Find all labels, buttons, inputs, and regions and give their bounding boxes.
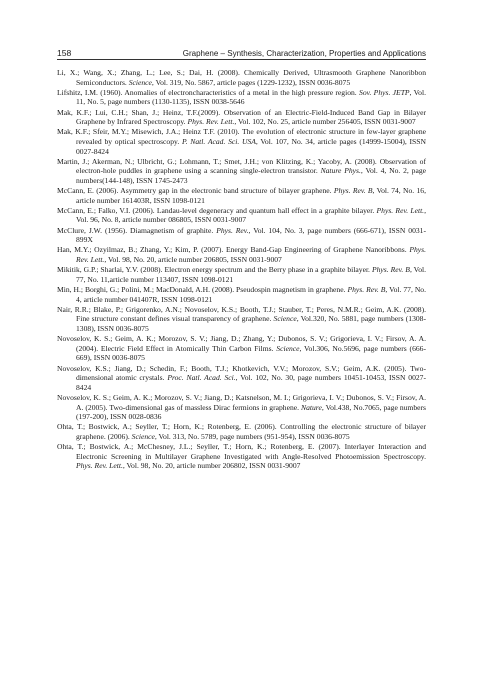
reference-text: Mikitik, G.P.; Sharlai, Y.V. (2008). Electron energy spectrum and the Berry phase in a graphite bilayer. <box>57 265 372 275</box>
reference-list <box>57 68 426 471</box>
journal-name: Science <box>276 343 300 353</box>
reference-details: , Vol. 4, No. 2, page numbers(144-148), ISSN 1745-2473 <box>76 166 426 185</box>
reference-text: Martin, J.; Akerman, N.; Ulbricht, G.; Lohmann, T.; Smet, J.H.; von Klitzing, K.; Yacoby, A. (2008). Observation of electron-hole puddles in graphene using a scanning single-electron transistor. <box>57 156 426 176</box>
reference-text: Min, H.; Borghi, G.; Polini, M.; MacDonald, A.H. (2008). Pseudospin magnetism in graphene. <box>57 285 348 294</box>
reference-text: Novoselov, K.S.; Jiang, D.; Schedin, F.; Booth, T.J.; Khotkevich, V.V.; Morozov, S.V.; Geim, A.K. (2005). Two-dimensional atomic crystals. <box>57 363 426 383</box>
reference-details: , Vol. 102, No. 25, article number 256405, ISSN 0031-9007 <box>234 117 416 127</box>
reference-details: , Vol. 319, No. 5867, article pages (1229-1232), ISSN 0036-8075 <box>151 77 351 87</box>
reference-details: , Vol. 98, No. 20, article number 206805, ISSN 0031-9007 <box>104 255 282 265</box>
reference-entry <box>57 442 426 471</box>
reference-text: Novoselov, K. S.; Geim, A. K.; Morozov, S. V.; Jiang, D.; Zhang, Y.; Dubonos, S. V.; Grigorieva, I. V.; Firsov, A. A. (2004). Electric Field Effect in Atomically Thin Carbon Films. <box>57 334 426 353</box>
reference-text: Ohta, T.; Bostwick, A.; McChesney, J.L.; Seyller, T.; Horn, K.; Rotenberg, E. (2007). Interlayer Interaction and Electronic Screening in Multilayer Graphene Investigated with Angle-Resolved Photoemission Spectroscopy. <box>57 442 426 461</box>
journal-name: Phys. Rev. <box>216 225 249 235</box>
reference-details: , Vol. 77, No. 4, article number 041407R, ISSN 1098-0121 <box>76 285 427 304</box>
reference-details: , Vol. 77, No. 11,article number 113407, ISSN 1098-0121 <box>76 265 426 284</box>
page-header <box>57 44 426 58</box>
reference-entry <box>57 393 426 422</box>
reference-details: , Vol.438, No.7065, page numbers (197-200), ISSN 0028-0836 <box>76 402 426 422</box>
journal-name: Phys. Rev. Lett. <box>187 117 235 127</box>
reference-text: Novoselov, K. S.; Geim, A. K.; Morozov, S. V.; Jiang, D.; Katsnelson, M. I.; Grigorieva, I. V.; Dubonos, S. V.; Firsov, A. A. (2005). Two-dimensional gas of massless Dirac fermions in graphene. <box>57 392 426 412</box>
header-rule <box>57 59 426 60</box>
reference-entry <box>57 245 426 264</box>
reference-details: , Vol. 104, No. 3, page numbers (666-671), ISSN 0031-899X <box>76 225 427 245</box>
journal-name: Phys. Rev. Lett. <box>76 245 426 265</box>
journal-name: Science <box>273 314 297 324</box>
reference-text: McCann, E. (2006). Asymmetry gap in the electronic band structure of bilayer graphene. <box>57 186 334 196</box>
page-number: 158 <box>57 48 72 58</box>
journal-name: Science <box>131 431 155 441</box>
reference-details: , Vol.320, No. 5881, page numbers (1308-1308), ISSN 0036-8075 <box>76 314 426 333</box>
reference-details: , Vol. 74, No. 16, article number 161403R, ISSN 1098-0121 <box>76 186 427 205</box>
reference-text: Lifshitz, I.M. (1960). Anomalies of electroncharacteristics of a metal in the high pressure region. <box>57 87 360 97</box>
reference-entry <box>57 265 426 284</box>
journal-name: Nature <box>301 402 322 412</box>
journal-name: Science <box>128 77 152 87</box>
journal-name: P. Natl. Acad. Sci. USA <box>181 136 256 146</box>
reference-details: , Vol. 102, No. 30, page numbers 10451-10453, ISSN 0027-8424 <box>76 373 426 392</box>
reference-details: , Vol. 313, No. 5789, page numbers (951-954), ISSN 0036-8075 <box>154 431 350 441</box>
reference-details: , Vol. 11, No. 5, page numbers (1130-1135), ISSN 0038-5646 <box>76 87 426 107</box>
reference-entry <box>57 127 426 156</box>
reference-entry <box>57 186 426 205</box>
reference-entry <box>57 422 426 441</box>
reference-entry <box>57 68 426 87</box>
reference-text: McCann, E.; Falko, V.I. (2006). Landau-level degeneracy and quantum hall effect in a graphite bilayer. <box>57 205 377 215</box>
journal-name: Proc. Natl. Acad. Sci. <box>167 373 236 383</box>
reference-text: Li, X.; Wang, X.; Zhang, L.; Lee, S.; Dai, H. (2008). Chemically Derived, Ultrasmooth Graphene Nanoribbon Semiconductors. <box>57 68 426 87</box>
reference-text: Mak, K.F.; Sfeir, M.Y.; Misewich, J.A.; Heinz T.F. (2010). The evolution of electronic structure in few-layer graphene revealed by optical spectroscopy. <box>57 127 426 146</box>
reference-entry <box>57 285 426 304</box>
journal-name: Sov. Phys. JETP <box>359 87 410 97</box>
reference-text: Ohta, T.; Bostwick, A.; Seyller, T.; Horn, K.; Rotenberg, E. (2006). Controlling the electronic structure of bilayer graphene. (2006). <box>57 422 426 441</box>
reference-details: , Vol.306, No.5696, page numbers (666-669), ISSN 0036-8075 <box>76 343 426 363</box>
reference-entry <box>57 226 426 245</box>
reference-entry <box>57 364 426 393</box>
reference-text: Nair, R.R.; Blake, P.; Grigorenko, A.N.; Novoselov, K.S.; Booth, T.J.; Stauber, T.; Peres, N.M.R.; Geim, A.K. (2008). Fine structure constant defines visual transparency of graphene. <box>57 304 426 324</box>
journal-name: Phys. Rev. B <box>371 265 410 275</box>
journal-name: Phys. Rev. Lett. <box>76 461 123 471</box>
running-title: Graphene – Synthesis, Characterization, Properties and Applications <box>182 49 426 58</box>
reference-entry <box>57 305 426 334</box>
reference-entry <box>57 88 426 107</box>
reference-entry <box>57 157 426 186</box>
reference-details: , Vol. 107, No. 34, article pages (14999-15004), ISSN 0027-8424 <box>76 136 426 156</box>
reference-entry <box>57 334 426 363</box>
reference-details: , Vol. 96, No. 8, article number 086805, ISSN 0031-9007 <box>76 205 426 225</box>
reference-details: , Vol. 98, No. 20, article number 206802, ISSN 0031-9007 <box>122 461 301 471</box>
reference-text: Han, M.Y.; Ozyilmaz, B.; Zhang, Y.; Kim, P. (2007). Energy Band-Gap Engineering of Graphene Nanoribbons. <box>57 245 410 255</box>
journal-name: Phys. Rev. B <box>347 285 386 294</box>
journal-name: Phys. Rev. B <box>333 186 373 196</box>
journal-name: Nature Phys. <box>320 166 361 176</box>
reference-text: McClure, J.W. (1956). Diamagnetism of graphite. <box>57 225 217 235</box>
reference-entry <box>57 108 426 127</box>
reference-text: Mak, K.F.; Lui, C.H.; Shan, J.; Heinz, T.F.(2009). Observation of an Electric-Field-Induced Band Gap in Bilayer Graphene by Infrared Spectroscopy. <box>57 107 426 127</box>
reference-entry <box>57 206 426 225</box>
journal-name: Phys. Rev. Lett. <box>376 205 425 215</box>
